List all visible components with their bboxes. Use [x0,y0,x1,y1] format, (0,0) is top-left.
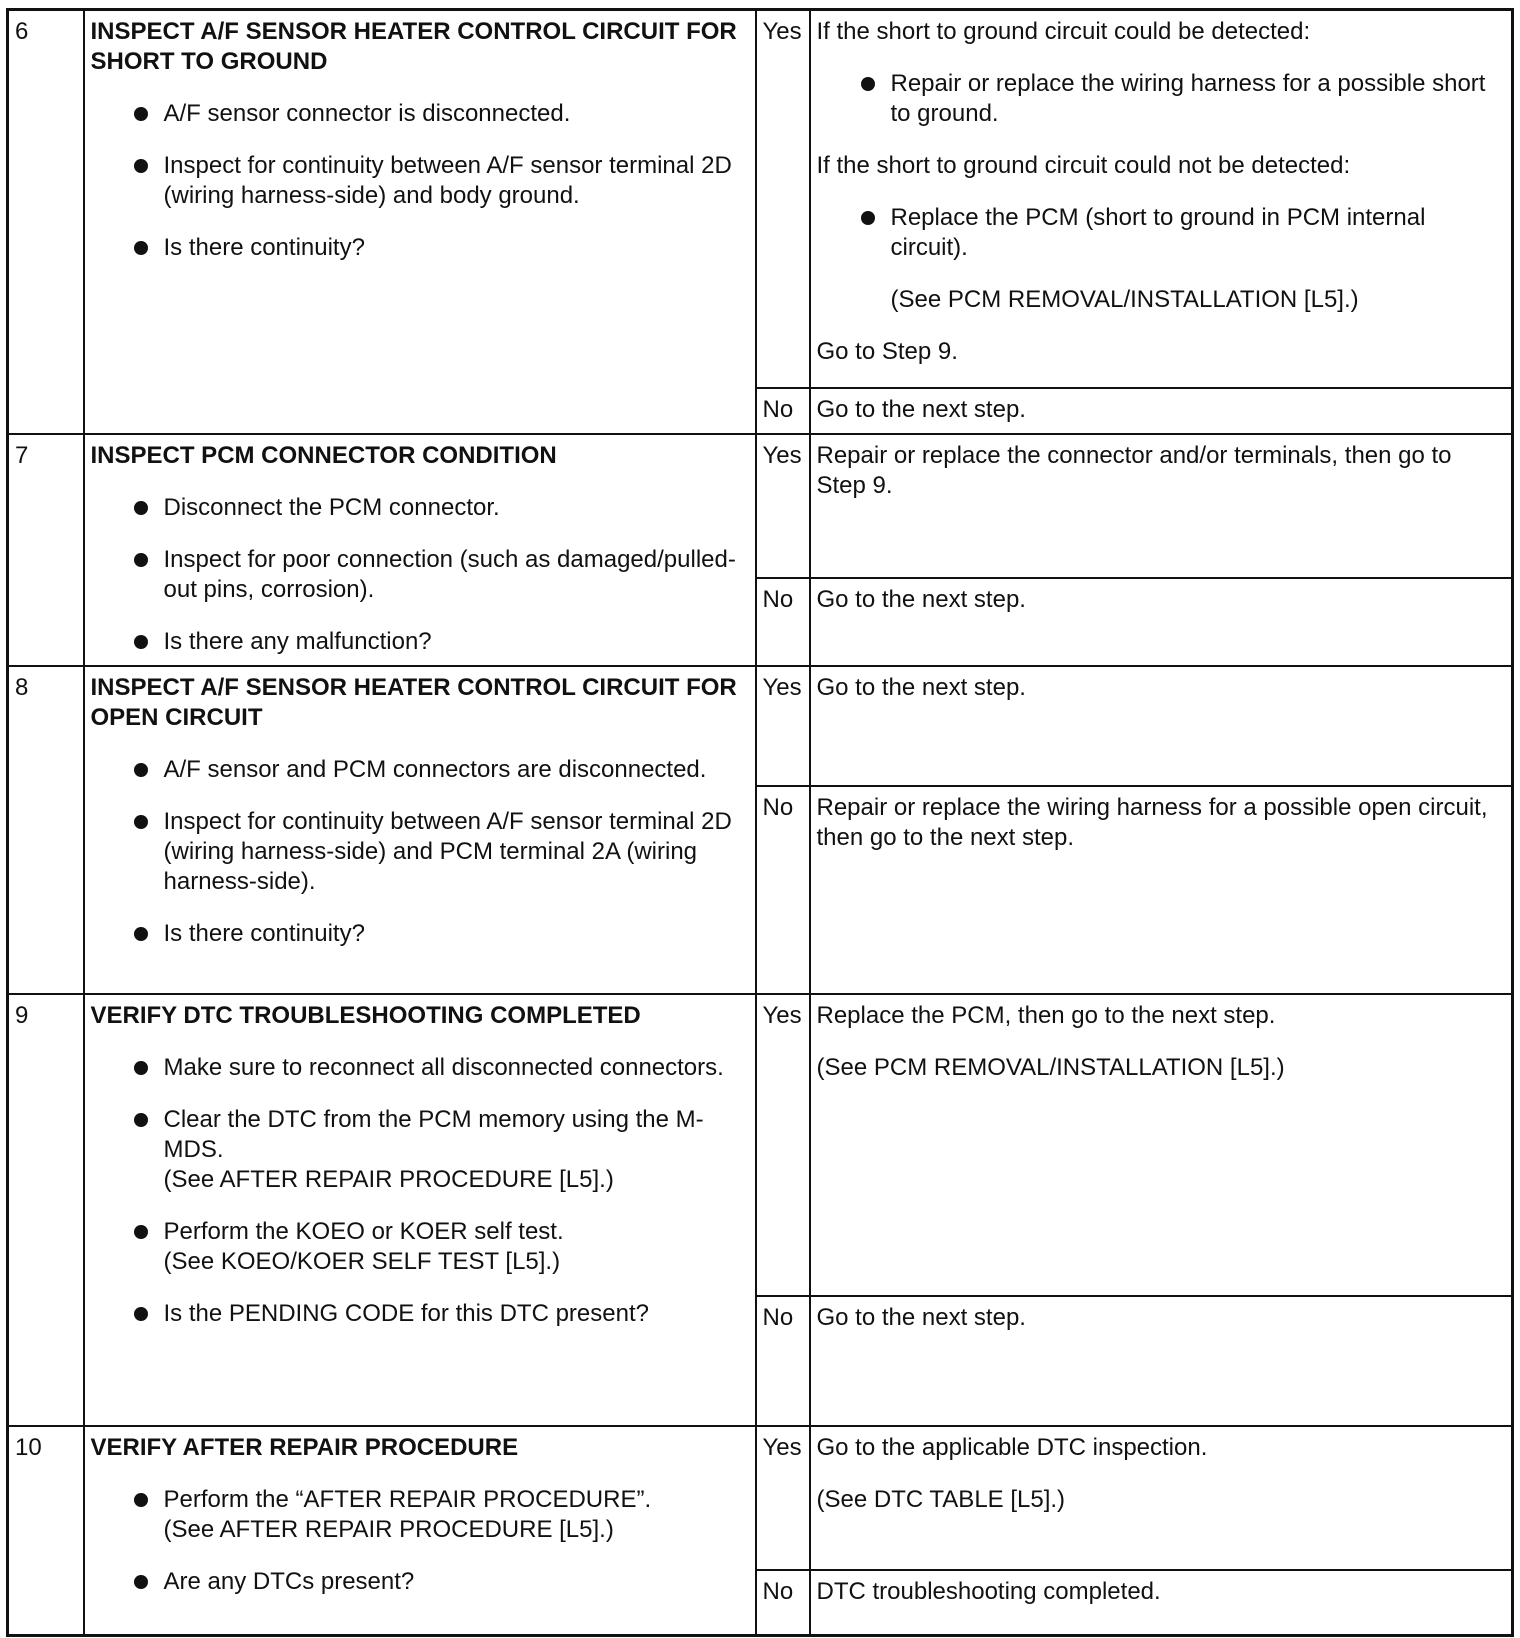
bullet-icon [134,763,148,777]
reference-link[interactable]: (See PCM REMOVAL/INSTALLATION [L5].) [816,1053,1285,1081]
instruction-item: Inspect for continuity between A/F sensor terminal 2D (wiring harness-side) and PCM terminal 2A (wiring harness-side). [91,807,749,897]
step-9-yes-row [8,994,1513,1296]
instruction-item: Is there continuity? [91,919,749,949]
step-instructions [84,994,756,1426]
no-label: No [756,1570,810,1636]
reference-link[interactable]: (See PCM REMOVAL/INSTALLATION [L5].) [890,286,1359,313]
instruction-list [91,493,749,657]
bullet-icon [134,159,148,173]
instruction-list [91,1567,749,1597]
no-action: Go to the next step. [810,578,1513,666]
bullet-icon [134,1493,148,1507]
condition-text: If the short to ground circuit could not be detected: [816,152,1351,179]
instruction-list [91,1217,749,1247]
action-list [817,203,1506,263]
bullet-icon [134,501,148,515]
no-label: No [756,578,810,666]
step-number: 10 [8,1426,84,1636]
instruction-item: Inspect for continuity between A/F sensor terminal 2D (wiring harness-side) and body ground. [91,151,749,211]
yes-action [810,10,1513,388]
instruction-item: Disconnect the PCM connector. [91,493,749,523]
action-item: Replace the PCM (short to ground in PCM internal circuit). [817,203,1506,263]
instruction-item: Is there any malfunction? [91,627,749,657]
bullet-icon [134,1575,148,1589]
step-title: VERIFY DTC TROUBLESHOOTING COMPLETED [90,1001,641,1029]
reference-link[interactable]: (See KOEO/KOER SELF TEST [L5].) [163,1247,561,1275]
action-item: Repair or replace the wiring harness for a possible short to ground. [817,69,1506,129]
condition-text: If the short to ground circuit could be detected: [816,18,1311,45]
bullet-icon [134,241,148,255]
step-10-yes-row [8,1426,1513,1570]
instruction-item: Is the PENDING CODE for this DTC present? [91,1299,749,1329]
diagnostic-procedure-table [6,8,1514,1637]
no-action: Go to the next step. [810,388,1513,434]
action-list [817,69,1506,129]
reference-link[interactable]: (See AFTER REPAIR PROCEDURE [L5].) [163,1165,614,1193]
instruction-item: Perform the KOEO or KOER self test. [91,1217,749,1247]
action-text: Replace the PCM, then go to the next step. [816,1001,1276,1029]
yes-label: Yes [756,10,810,388]
bullet-icon [134,107,148,121]
step-number: 9 [8,994,84,1426]
instruction-list [91,755,749,949]
step-instructions [84,10,756,434]
step-number: 6 [8,10,84,434]
step-7-yes-row [8,434,1513,578]
step-instructions [84,666,756,994]
yes-label: Yes [756,434,810,578]
bullet-icon [134,635,148,649]
step-number: 8 [8,666,84,994]
bullet-icon [134,1061,148,1075]
bullet-icon [861,77,875,91]
instruction-item: Make sure to reconnect all disconnected connectors. [91,1053,749,1083]
no-label: No [756,1296,810,1426]
instruction-list [91,1299,749,1329]
instruction-item: A/F sensor and PCM connectors are disconnected. [91,755,749,785]
bullet-icon [134,553,148,567]
step-title: VERIFY AFTER REPAIR PROCEDURE [90,1433,519,1461]
instruction-item: Is there continuity? [91,233,749,263]
yes-label: Yes [756,666,810,786]
no-label: No [756,786,810,994]
action-text: Go to the applicable DTC inspection. [816,1433,1208,1461]
yes-action: Repair or replace the connector and/or terminals, then go to Step 9. [810,434,1513,578]
reference-link[interactable]: (See AFTER REPAIR PROCEDURE [L5].) [163,1515,614,1543]
instruction-item: Inspect for poor connection (such as damaged/pulled-out pins, corrosion). [91,545,749,605]
yes-label: Yes [756,994,810,1296]
step-title: INSPECT A/F SENSOR HEATER CONTROL CIRCUIT FOR SHORT TO GROUND [90,18,737,75]
reference-link[interactable]: (See DTC TABLE [L5].) [816,1485,1066,1513]
instruction-list [91,1053,749,1165]
bullet-icon [134,815,148,829]
bullet-icon [861,211,875,225]
step-8-yes-row [8,666,1513,786]
goto-text: Go to Step 9. [816,338,958,365]
step-instructions [84,1426,756,1636]
instruction-list [91,99,749,263]
no-action: Repair or replace the wiring harness for a possible open circuit, then go to the next step. [810,786,1513,994]
bullet-icon [134,1113,148,1127]
instruction-item: A/F sensor connector is disconnected. [91,99,749,129]
step-title: INSPECT PCM CONNECTOR CONDITION [90,441,557,469]
bullet-icon [134,1225,148,1239]
bullet-icon [134,1307,148,1321]
step-number: 7 [8,434,84,666]
no-action: Go to the next step. [810,1296,1513,1426]
instruction-item: Clear the DTC from the PCM memory using the M-MDS. [91,1105,749,1165]
yes-action [810,994,1513,1296]
step-title: INSPECT A/F SENSOR HEATER CONTROL CIRCUIT FOR OPEN CIRCUIT [90,673,737,731]
instruction-list [91,1485,749,1515]
instruction-item: Are any DTCs present? [91,1567,749,1597]
step-6-yes-row [8,10,1513,388]
bullet-icon [134,927,148,941]
yes-action [810,1426,1513,1570]
no-label: No [756,388,810,434]
yes-label: Yes [756,1426,810,1570]
instruction-item: Perform the “AFTER REPAIR PROCEDURE”. [91,1485,749,1515]
step-instructions [84,434,756,666]
no-action: DTC troubleshooting completed. [810,1570,1513,1636]
yes-action: Go to the next step. [810,666,1513,786]
